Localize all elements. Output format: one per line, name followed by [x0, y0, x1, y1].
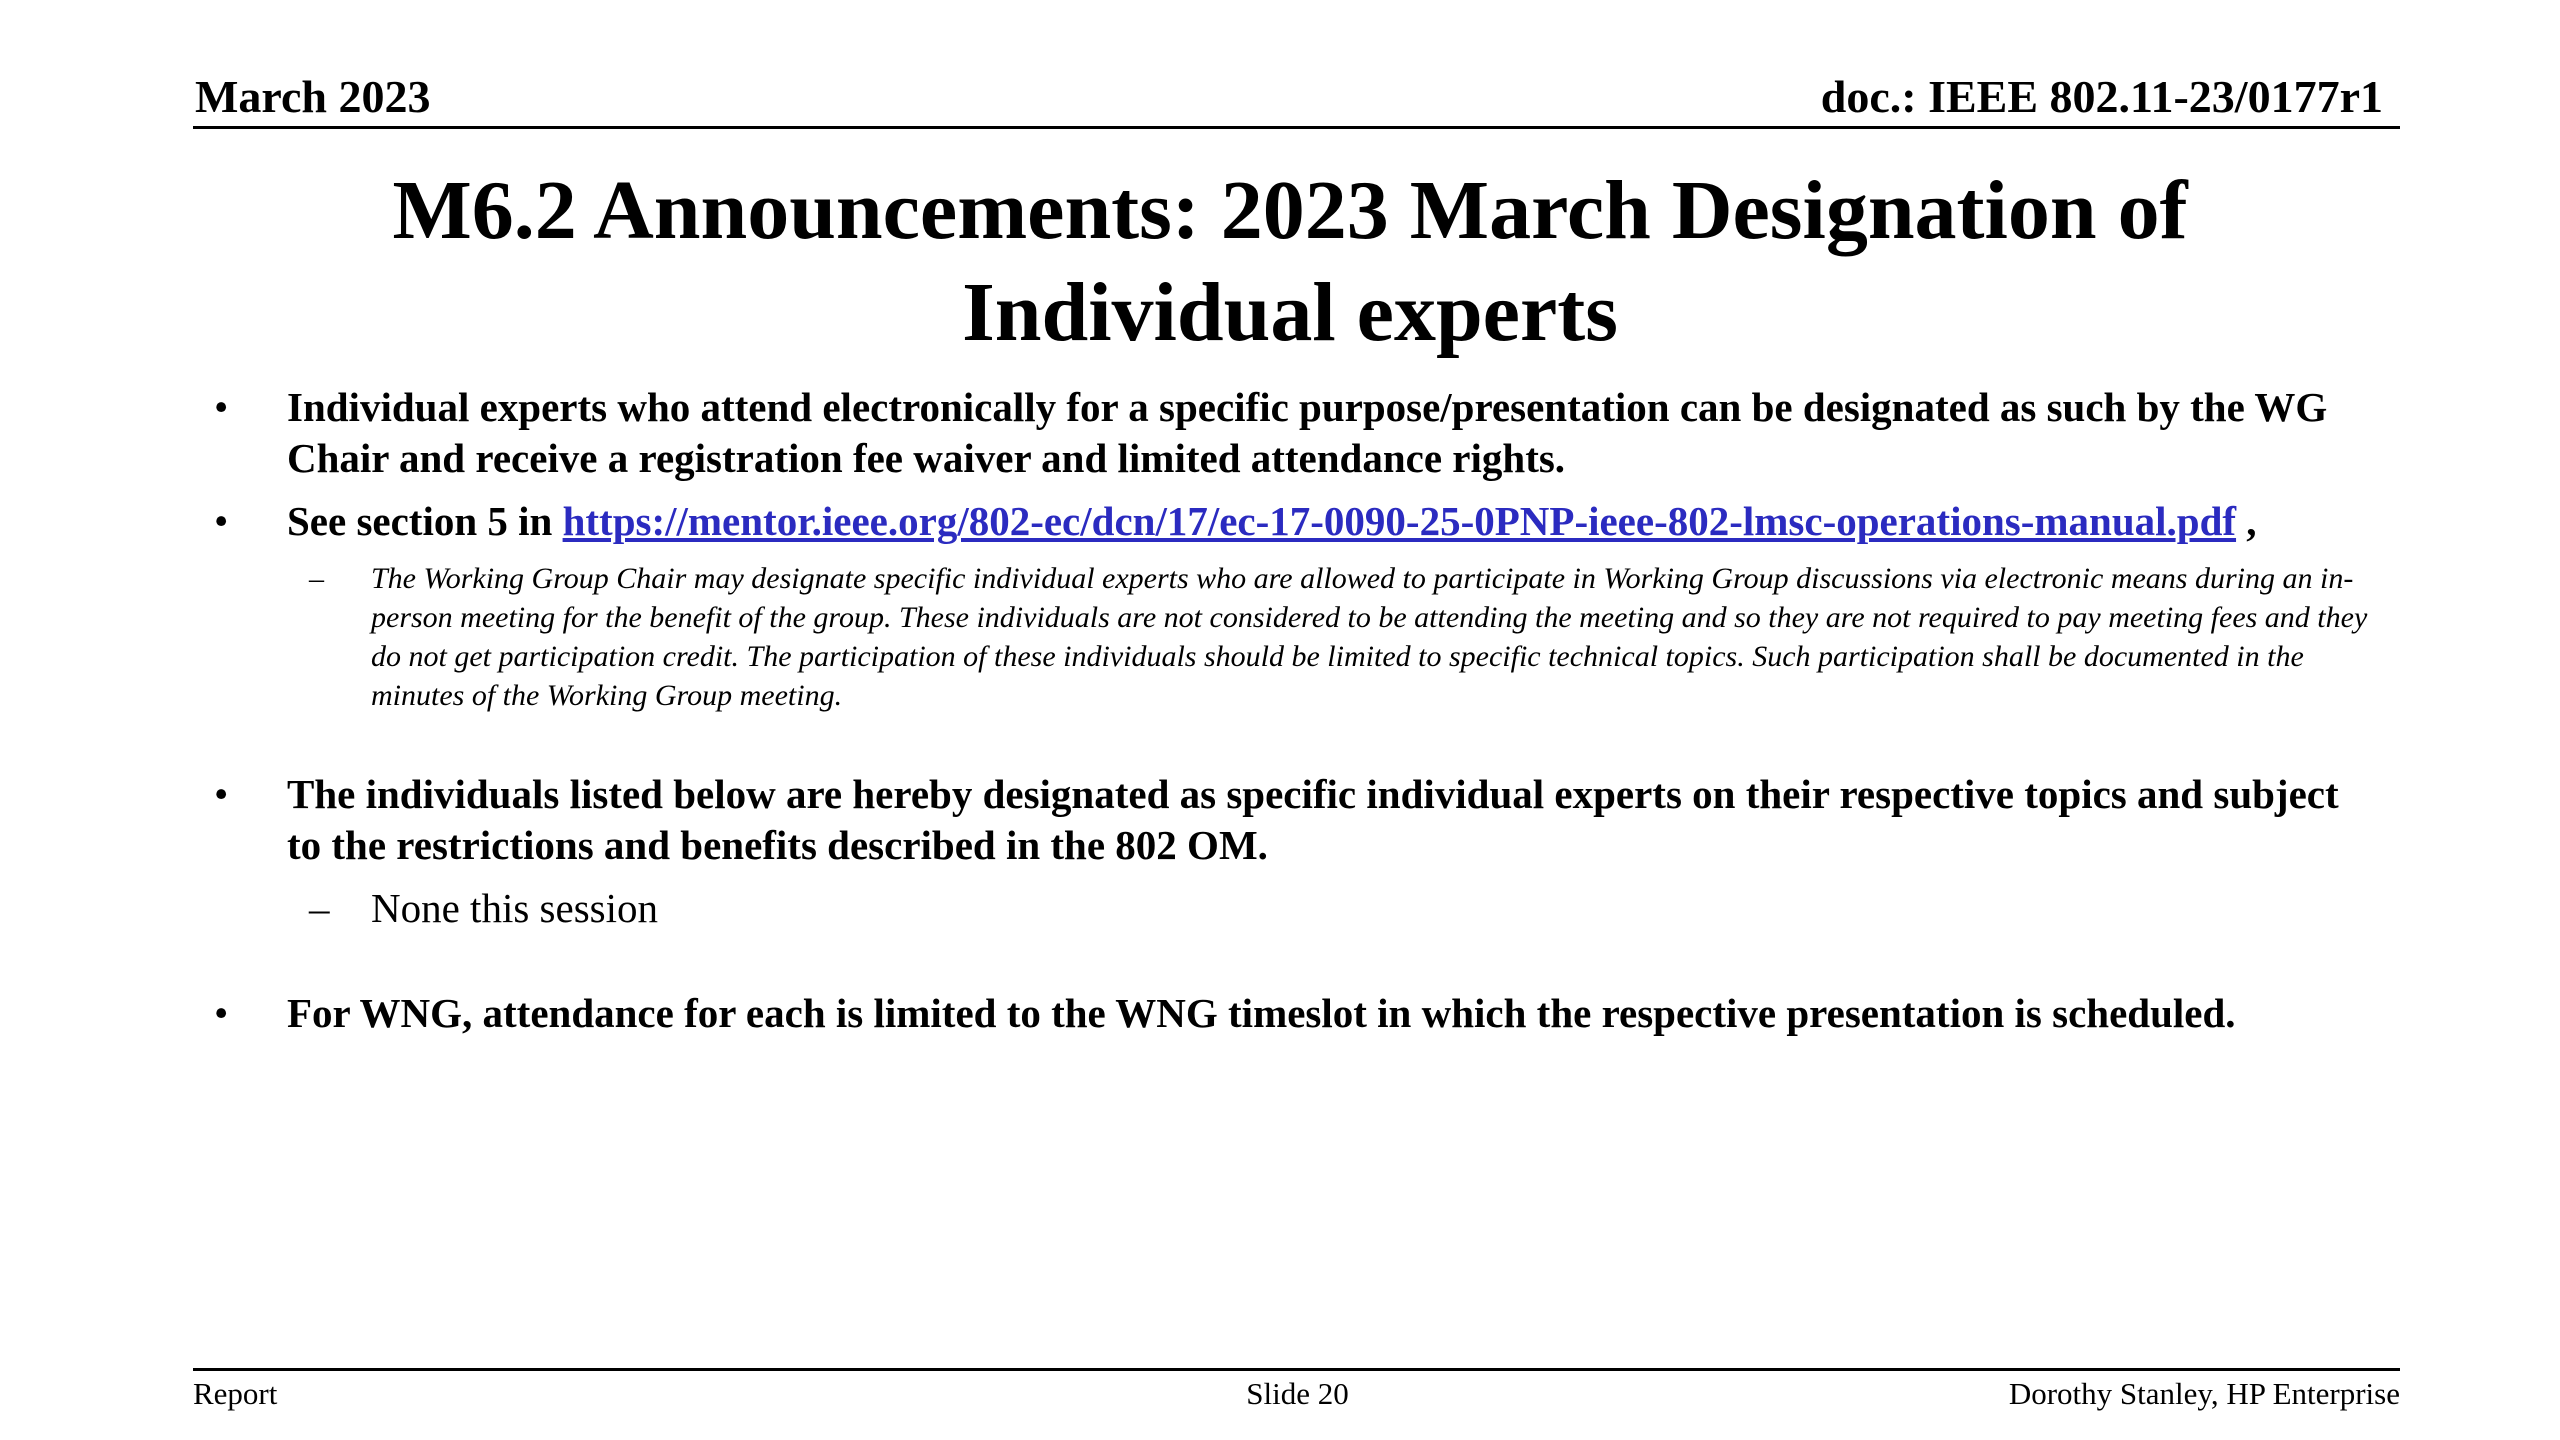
header-date: March 2023: [195, 71, 431, 122]
bullet-marker: •: [214, 498, 229, 544]
bullet-marker: •: [214, 384, 229, 430]
bullet-item: [200, 769, 2380, 871]
bullet-marker: •: [214, 990, 229, 1036]
bullet-text: Individual experts who attend electronically for a specific purpose/presentation can be designated as such by the WG Chair and receive a registration fee waiver and limited attendance rights.: [287, 384, 2328, 481]
sub-bullet-text: None this session: [371, 885, 658, 931]
bullet-item: [200, 988, 2380, 1039]
header-doc-id: doc.: IEEE 802.11-23/0177r1: [1820, 71, 2383, 122]
header-rule: [193, 126, 2400, 129]
bullet-text-suffix: ,: [2236, 498, 2257, 544]
sub-bullet-item: [200, 559, 2380, 715]
bullet-text: For WNG, attendance for each is limited to the WNG timeslot in which the respective presentation is scheduled.: [287, 990, 2236, 1036]
bullet-text-prefix: See section 5 in: [287, 498, 563, 544]
bullet-text: The individuals listed below are hereby designated as specific individual experts on their respective topics and subject to the restrictions and benefits described in the 802 OM.: [287, 771, 2339, 868]
bullet-marker: •: [214, 771, 229, 817]
spacer: [200, 723, 2380, 769]
footer-author: Dorothy Stanley, HP Enterprise: [2008, 1376, 2400, 1411]
footer-left: Report: [193, 1376, 278, 1411]
dash-marker: –: [309, 885, 330, 931]
slide-title: [240, 160, 2340, 364]
sub-bullet-text: The Working Group Chair may designate specific individual experts who are allowed to participate in Working Group discussions via electronic means during an in-person meeting for the benefit of the group. These individuals are not considered to be attending the meeting and so they are not required to pay meeting fees and they do not get participation credit. The participation of these individuals should be limited to specific technical topics. Such participation shall be documented in the minutes of the Working Group meeting.: [371, 562, 2368, 712]
slide-content: [200, 382, 2380, 1051]
bullet-item: [200, 382, 2380, 484]
slide-number: Slide 20: [1246, 1376, 1349, 1411]
spacer: [200, 942, 2380, 988]
slide-title-line1: M6.2 Announcements: 2023 March Designation of: [392, 164, 2188, 257]
sub-bullet-item: [200, 883, 2380, 934]
slide-title-line2: Individual experts: [962, 266, 1618, 359]
footer-rule: [193, 1368, 2400, 1371]
operations-manual-link[interactable]: https://mentor.ieee.org/802-ec/dcn/17/ec-17-0090-25-0PNP-ieee-802-lmsc-operations-manual.pdf: [562, 498, 2237, 544]
bullet-item: [200, 496, 2380, 547]
dash-marker: –: [309, 562, 324, 595]
